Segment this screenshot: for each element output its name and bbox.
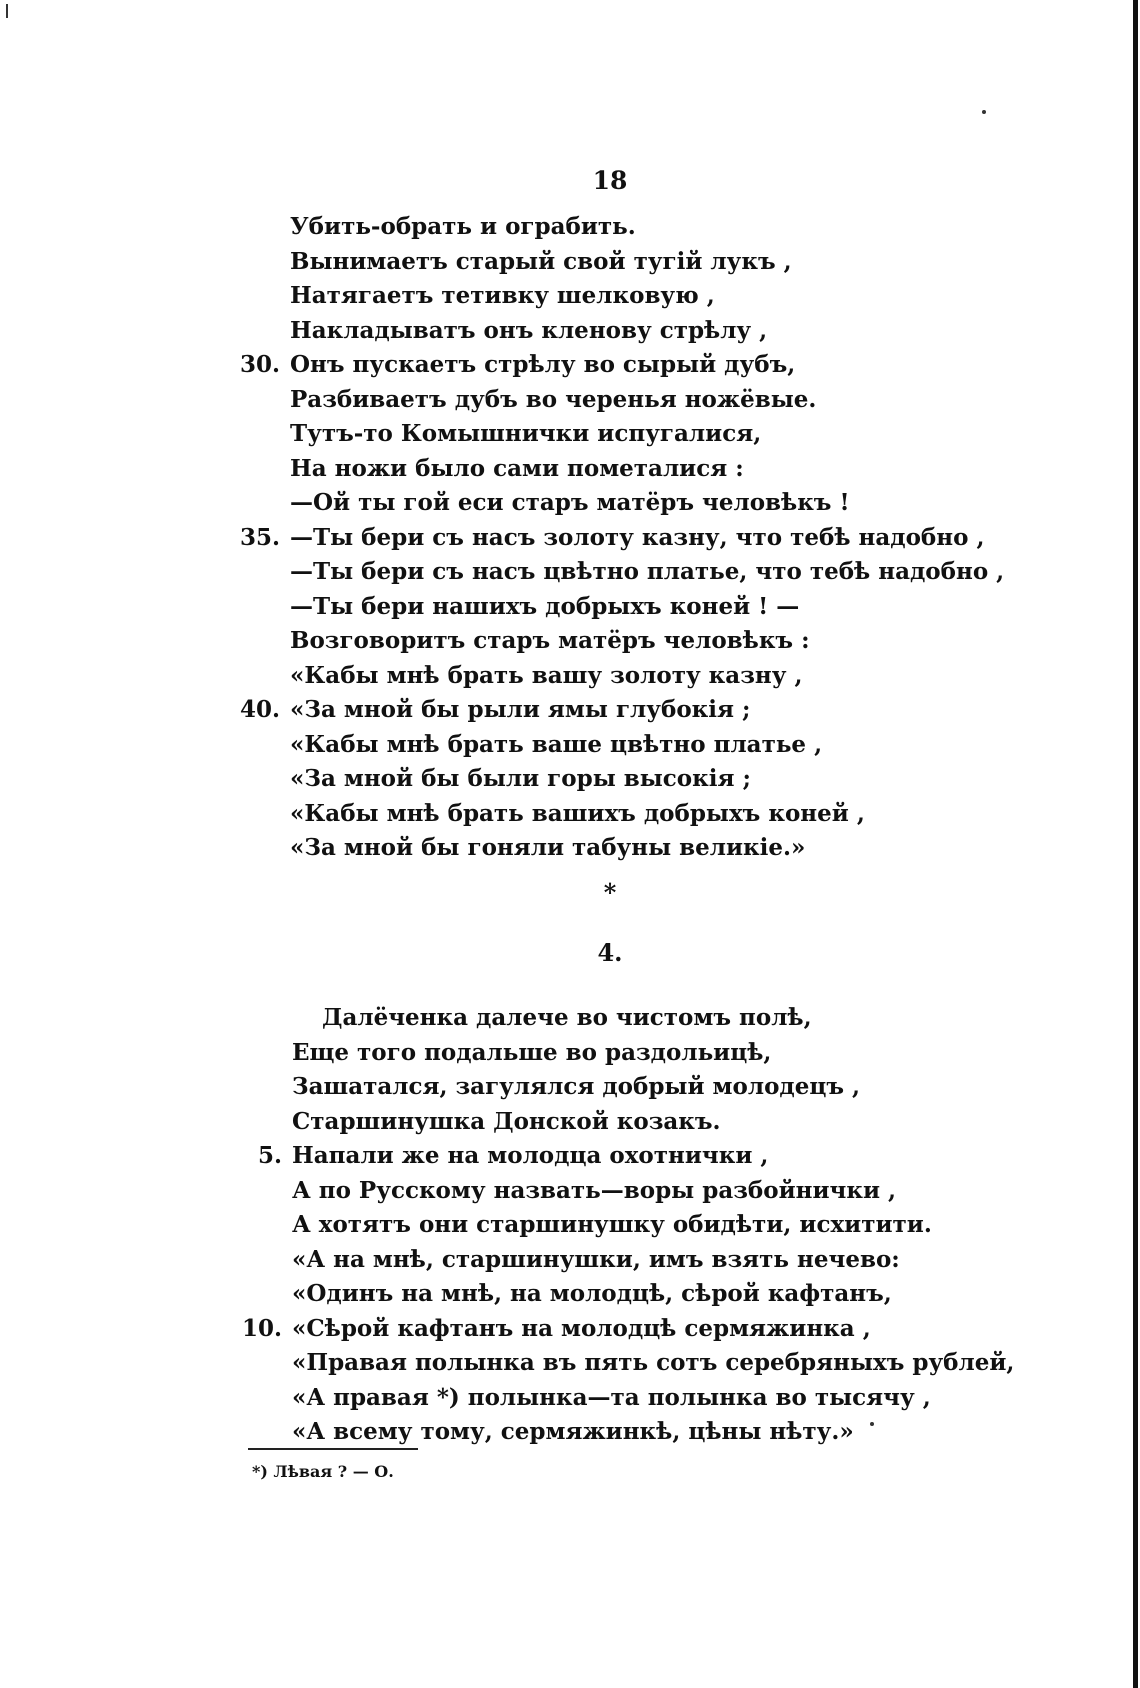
line-number: [224, 1107, 282, 1137]
verse-line: —Ты бери нашихъ добрыхъ коней ! —: [290, 592, 800, 620]
verse-line: «Кабы мнѣ брать ваше цвѣтно платье ,: [290, 730, 823, 758]
verse-line: Еще того подальше во раздольицѣ,: [292, 1038, 772, 1066]
verse-line: «За мной бы гоняли табуны великіе.»: [290, 834, 806, 861]
line-number: [222, 316, 280, 346]
verse-line: Возговоритъ старъ матёръ человѣкъ :: [290, 627, 810, 654]
footnote-rule: [248, 1448, 418, 1450]
verse-line: «Правая полынка въ пять сотъ серебряныхъ рублей,: [292, 1349, 1015, 1376]
line-number: 30.: [239, 351, 280, 378]
verse-line: —Ты бери съ насъ золоту казну, что тебѣ надобно ,: [290, 523, 985, 551]
line-number: [222, 557, 280, 587]
line-number: [224, 1383, 282, 1413]
verse-line: А по Русскому назвать—воры разбойнички ,: [292, 1176, 897, 1204]
section-separator-asterisk: *: [603, 878, 617, 907]
verse-line: «Сѣрой кафтанъ на молодцѣ сермяжинка ,: [292, 1314, 871, 1342]
verse-line: Онъ пускаетъ стрѣлу во сырый дубъ,: [290, 351, 796, 378]
verse-line: Зашатался, загулялся добрый молодецъ ,: [292, 1073, 861, 1100]
verse-line: На ножи было сами пометалися :: [290, 454, 744, 482]
verse-line: «А всему тому, сермяжинкѣ, цѣны нѣту.»: [292, 1418, 854, 1445]
verse-line: Далёченка далече во чистомъ полѣ,: [322, 1004, 812, 1031]
section-number: 4.: [597, 938, 623, 967]
verse-line: Разбиваетъ дубъ во черенья ножёвые.: [290, 385, 817, 413]
verse-line: «За мной бы были горы высокія ;: [290, 765, 751, 792]
verse-line: Убить-обрать и ограбить.: [290, 213, 636, 240]
line-number: [222, 454, 280, 484]
line-number: [222, 247, 280, 277]
line-number: [224, 1279, 282, 1309]
verse-line: —Ой ты гой еси старъ матёръ человѣкъ !: [290, 489, 850, 516]
line-number: 35.: [239, 523, 280, 551]
line-number: 40.: [239, 696, 280, 723]
page-edge-shadow: [1133, 0, 1138, 1688]
line-number: [222, 833, 280, 863]
line-number: [222, 419, 280, 449]
line-number: 10.: [241, 1314, 282, 1342]
line-number: [222, 799, 280, 829]
line-number: [222, 488, 280, 518]
line-number: [224, 1176, 282, 1206]
corner-scan-mark: [6, 4, 8, 18]
line-number: [224, 1003, 282, 1033]
footnote: *) Лѣвая ? — О.: [252, 1462, 394, 1481]
line-number: [222, 281, 280, 311]
scan-speck: [870, 1422, 874, 1426]
verse-line: Тутъ-то Комышнички испугалися,: [290, 420, 762, 447]
verse-line: «А на мнѣ, старшинушки, имъ взять нечево:: [292, 1245, 900, 1273]
verse-line: Напали же на молодца охотнички ,: [292, 1142, 769, 1169]
line-number: [224, 1348, 282, 1378]
line-number: [222, 661, 280, 691]
line-number: 5.: [257, 1142, 282, 1169]
verse-line: «Кабы мнѣ брать вашу золоту казну ,: [290, 661, 803, 689]
scan-speck: [982, 110, 986, 114]
verse-line: Накладыватъ онъ кленову стрѣлу ,: [290, 316, 768, 344]
line-number: [224, 1038, 282, 1068]
line-number: [224, 1245, 282, 1275]
verse-line: А хотятъ они старшинушку обидѣти, исхитити.: [292, 1211, 932, 1238]
verse-line: Старшинушка Донской козакъ.: [292, 1107, 721, 1135]
verse-line: Вынимаетъ старый свой тугій лукъ ,: [290, 247, 792, 275]
line-number: [224, 1072, 282, 1102]
line-number: [222, 764, 280, 794]
verse-line: «Кабы мнѣ брать вашихъ добрыхъ коней ,: [290, 799, 865, 827]
line-number: [222, 592, 280, 622]
page-number: 18: [592, 166, 628, 195]
line-number: [222, 626, 280, 656]
line-number: [222, 730, 280, 760]
line-number: [224, 1210, 282, 1240]
line-number: [222, 385, 280, 415]
verse-line: «За мной бы рыли ямы глубокія ;: [290, 696, 751, 723]
line-number: [224, 1417, 282, 1447]
verse-line: «А правая *) полынка—та полынка во тысячу ,: [292, 1383, 931, 1411]
verse-line: Натягаетъ тетивку шелковую ,: [290, 282, 715, 309]
line-number: [222, 212, 280, 242]
verse-line: «Одинъ на мнѣ, на молодцѣ, сѣрой кафтанъ,: [292, 1280, 892, 1307]
verse-line: —Ты бери съ насъ цвѣтно платье, что тебѣ надобно ,: [290, 558, 1005, 585]
